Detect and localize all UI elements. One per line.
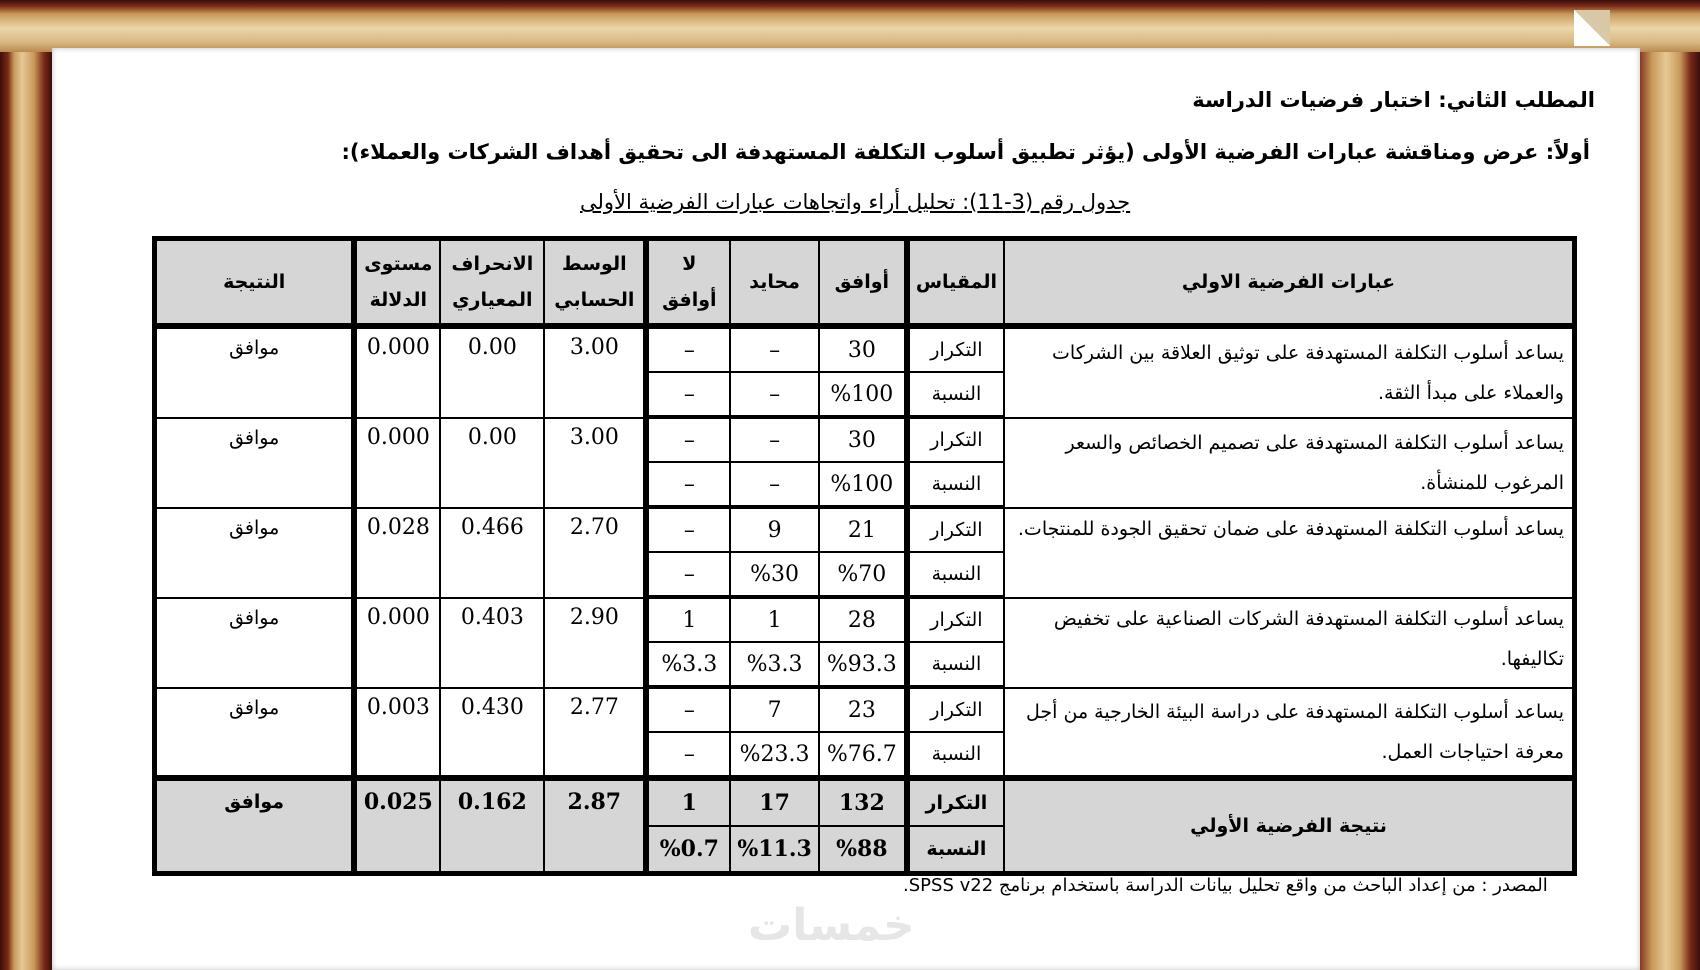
mean-cell: 2.70 xyxy=(544,508,644,598)
std-cell: 0.00 xyxy=(440,328,544,418)
neutral-pct: %23.3 xyxy=(730,732,819,776)
table-row xyxy=(156,328,1573,372)
total-neutral-pct: %11.3 xyxy=(730,826,819,872)
header-std: الانحراف المعياري xyxy=(440,240,544,328)
hypothesis-table xyxy=(152,236,1577,876)
neutral-freq: 9 xyxy=(730,508,819,552)
statement-cell: يساعد أسلوب التكلفة المستهدفة على تصميم الخصائص والسعر المرغوب للمنشأة. xyxy=(1004,418,1573,508)
agree-freq: 30 xyxy=(819,418,905,462)
agree-freq: 21 xyxy=(819,508,905,552)
watermark-logo: خمسات xyxy=(748,900,915,951)
disagree-freq: – xyxy=(644,418,730,462)
disagree-pct: – xyxy=(644,372,730,418)
table-row xyxy=(156,418,1573,462)
statement-cell: يساعد أسلوب التكلفة المستهدفة على توثيق العلاقة بين الشركات والعملاء على مبدأ الثقة. xyxy=(1004,328,1573,418)
neutral-freq: 7 xyxy=(730,688,819,732)
agree-freq: 23 xyxy=(819,688,905,732)
header-neutral: محايد xyxy=(730,240,819,328)
total-sig: 0.025 xyxy=(352,776,440,872)
disagree-freq: – xyxy=(644,508,730,552)
header-agree: أوافق xyxy=(819,240,905,328)
result-cell: موافق xyxy=(156,418,352,508)
total-agree-pct: %88 xyxy=(819,826,905,872)
pct-label: النسبة xyxy=(905,732,1004,776)
table-row xyxy=(156,598,1573,642)
page-curl xyxy=(1574,10,1610,46)
total-mean: 2.87 xyxy=(544,776,644,872)
frame-top xyxy=(0,0,1700,52)
result-cell: موافق xyxy=(156,688,352,776)
total-statement: نتيجة الفرضية الأولي xyxy=(1004,776,1573,872)
freq-label: التكرار xyxy=(905,328,1004,372)
neutral-pct: %30 xyxy=(730,552,819,598)
agree-pct: %93.3 xyxy=(819,642,905,688)
pct-label: النسبة xyxy=(905,642,1004,688)
freq-label: التكرار xyxy=(905,688,1004,732)
total-disagree-pct: %0.7 xyxy=(644,826,730,872)
total-result: موافق xyxy=(156,776,352,872)
std-cell: 0.403 xyxy=(440,598,544,688)
mean-cell: 2.77 xyxy=(544,688,644,776)
section-heading: المطلب الثاني: اختبار فرضيات الدراسة xyxy=(1192,88,1595,112)
mean-cell: 3.00 xyxy=(544,418,644,508)
disagree-pct: – xyxy=(644,552,730,598)
sig-cell: 0.000 xyxy=(352,328,440,418)
result-cell: موافق xyxy=(156,328,352,418)
table-row xyxy=(156,688,1573,732)
mean-cell: 2.90 xyxy=(544,598,644,688)
sig-cell: 0.003 xyxy=(352,688,440,776)
sig-cell: 0.028 xyxy=(352,508,440,598)
std-cell: 0.466 xyxy=(440,508,544,598)
subsection-heading: أولاً: عرض ومناقشة عبارات الفرضية الأولى (يؤثر تطبيق أسلوب التكلفة المستهدفة الى تحقيق أهداف الشركات والعملاء): xyxy=(341,140,1590,164)
agree-pct: %100 xyxy=(819,462,905,508)
pct-label: النسبة xyxy=(905,462,1004,508)
disagree-pct: %3.3 xyxy=(644,642,730,688)
total-agree-freq: 132 xyxy=(819,776,905,826)
neutral-pct: – xyxy=(730,462,819,508)
neutral-pct: – xyxy=(730,372,819,418)
sig-cell: 0.000 xyxy=(352,418,440,508)
statement-cell: يساعد أسلوب التكلفة المستهدفة على دراسة البيئة الخارجية من أجل معرفة احتياجات العمل. xyxy=(1004,688,1573,776)
header-statement: عبارات الفرضية الاولي xyxy=(1004,240,1573,328)
header-sig: مستوى الدلالة xyxy=(352,240,440,328)
disagree-freq: – xyxy=(644,328,730,372)
neutral-freq: – xyxy=(730,418,819,462)
header-mean: الوسط الحسابي xyxy=(544,240,644,328)
neutral-freq: 1 xyxy=(730,598,819,642)
std-cell: 0.00 xyxy=(440,418,544,508)
header-disagree: لا أوافق xyxy=(644,240,730,328)
agree-freq: 28 xyxy=(819,598,905,642)
disagree-pct: – xyxy=(644,462,730,508)
pct-label: النسبة xyxy=(905,372,1004,418)
disagree-pct: – xyxy=(644,732,730,776)
statement-cell: يساعد أسلوب التكلفة المستهدفة على ضمان تحقيق الجودة للمنتجات. xyxy=(1004,508,1573,598)
total-neutral-freq: 17 xyxy=(730,776,819,826)
neutral-freq: – xyxy=(730,328,819,372)
header-scale: المقياس xyxy=(905,240,1004,328)
sig-cell: 0.000 xyxy=(352,598,440,688)
total-freq-label: التكرار xyxy=(905,776,1004,826)
pct-label: النسبة xyxy=(905,552,1004,598)
result-cell: موافق xyxy=(156,598,352,688)
agree-pct: %100 xyxy=(819,372,905,418)
total-std: 0.162 xyxy=(440,776,544,872)
disagree-freq: 1 xyxy=(644,598,730,642)
table-header-row xyxy=(156,240,1573,328)
neutral-pct: %3.3 xyxy=(730,642,819,688)
table-row xyxy=(156,508,1573,552)
total-row xyxy=(156,776,1573,826)
std-cell: 0.430 xyxy=(440,688,544,776)
table-caption: جدول رقم (3-11): تحليل أراء واتجاهات عبارات الفرضية الأولى xyxy=(580,190,1131,214)
agree-freq: 30 xyxy=(819,328,905,372)
source-note: المصدر : من إعداد الباحث من واقع تحليل بيانات الدراسة باستخدام برنامج SPSS v22. xyxy=(903,875,1548,896)
result-cell: موافق xyxy=(156,508,352,598)
freq-label: التكرار xyxy=(905,418,1004,462)
total-pct-label: النسبة xyxy=(905,826,1004,872)
freq-label: التكرار xyxy=(905,598,1004,642)
freq-label: التكرار xyxy=(905,508,1004,552)
statement-cell: يساعد أسلوب التكلفة المستهدفة الشركات الصناعية على تخفيض تكاليفها. xyxy=(1004,598,1573,688)
header-result: النتيجة xyxy=(156,240,352,328)
agree-pct: %76.7 xyxy=(819,732,905,776)
disagree-freq: – xyxy=(644,688,730,732)
total-disagree-freq: 1 xyxy=(644,776,730,826)
mean-cell: 3.00 xyxy=(544,328,644,418)
agree-pct: %70 xyxy=(819,552,905,598)
